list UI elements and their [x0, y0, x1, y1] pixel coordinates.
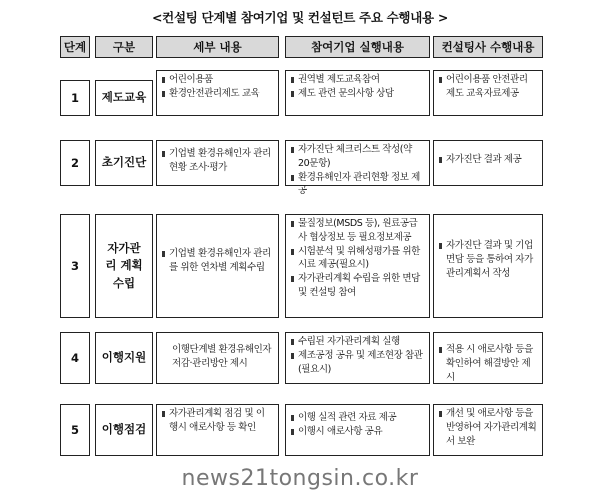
- list-item: 개선 및 애로사항 등을 반영하여 자가관리계획서 보완: [439, 407, 537, 448]
- header-company: 참여기업 실행내용: [285, 36, 430, 58]
- consultant-box: [433, 214, 543, 318]
- list-item: 자가진단 결과 제공: [439, 153, 537, 167]
- company-box: [285, 70, 430, 116]
- company-box: [285, 214, 430, 318]
- list-item: 물질정보(MSDS 등), 원료공급사 협상정보 등 필요정보제공: [291, 217, 424, 245]
- list-item: 어린이용품 안전관리 제도 교육자료제공: [439, 73, 537, 101]
- detail-box: [156, 140, 279, 186]
- consultant-box: [433, 140, 543, 186]
- step-number: 2: [60, 140, 90, 186]
- consultant-box: [433, 70, 543, 116]
- list-item: 자가관리계획 수립을 위한 면담 및 컨설팅 참여: [291, 272, 424, 300]
- list-item: 자가진단 체크리스트 작성(약 20문항): [291, 143, 424, 171]
- step-name-text: 자가관리 계획수립: [105, 241, 143, 290]
- step-number: 1: [60, 80, 90, 116]
- step-number: 4: [60, 332, 90, 384]
- list-item: 이행시 애로사항 공유: [291, 425, 424, 439]
- list-item: 자가진단 결과 및 기업면담 등을 통하여 자가관리계획서 작성: [439, 239, 537, 280]
- list-item: 이행단계별 환경유해인자 저감·관리방안 제시: [172, 344, 272, 369]
- step-name: [95, 214, 153, 318]
- step-name: 이행지원: [95, 332, 153, 384]
- list-item: 시험분석 및 위해성평가를 위한 시료 제공(필요시): [291, 245, 424, 273]
- list-item: 이행 실적 관련 자료 제공: [291, 411, 424, 425]
- list-item: 제도 관련 문의사항 상담: [291, 87, 424, 101]
- header-category: 구분: [95, 36, 153, 58]
- step-name: 이행점검: [95, 404, 153, 456]
- detail-box: [156, 332, 279, 384]
- step-number: 5: [60, 404, 90, 456]
- list-item: 환경안전관리제도 교육: [162, 87, 273, 101]
- header-step: 단계: [60, 36, 90, 58]
- list-item: 적용 시 애로사항 등을 확인하여 해결방안 제시: [439, 343, 537, 384]
- list-item: 수립된 자가관리계획 실행: [291, 335, 424, 349]
- step-name: 초기진단: [95, 140, 153, 186]
- company-box: [285, 332, 430, 384]
- consultant-box: [433, 404, 543, 456]
- step-name: 제도교육: [95, 80, 153, 116]
- list-item: 기업별 환경유해인자 관리를 위한 연차별 계획수립: [162, 247, 273, 275]
- step-number: 3: [60, 214, 90, 318]
- detail-box: [156, 70, 279, 116]
- watermark: news21tongsin.co.kr: [181, 466, 419, 491]
- detail-box: [156, 404, 279, 456]
- company-box: [285, 140, 430, 197]
- list-item: 권역별 제도교육참여: [291, 73, 424, 87]
- header-detail: 세부 내용: [156, 36, 279, 58]
- list-item: 어린이용품: [162, 73, 273, 87]
- list-item: 자가관리계획 점검 및 이행시 애로사항 등 확인: [162, 407, 273, 435]
- company-box: [285, 404, 430, 456]
- header-consultant: 컨설팅사 수행내용: [433, 36, 543, 58]
- list-item: 기업별 환경유해인자 관리현황 조사·평가: [162, 147, 273, 175]
- table-title: <컨설팅 단계별 참여기업 및 컨설턴트 주요 수행내용 >: [152, 10, 448, 25]
- list-item: 제조공정 공유 및 제조현장 참관(필요시): [291, 349, 424, 377]
- detail-box: [156, 214, 279, 318]
- consultant-box: [433, 332, 543, 384]
- list-item: 환경유해인자 관리현황 정보 제공: [291, 171, 424, 199]
